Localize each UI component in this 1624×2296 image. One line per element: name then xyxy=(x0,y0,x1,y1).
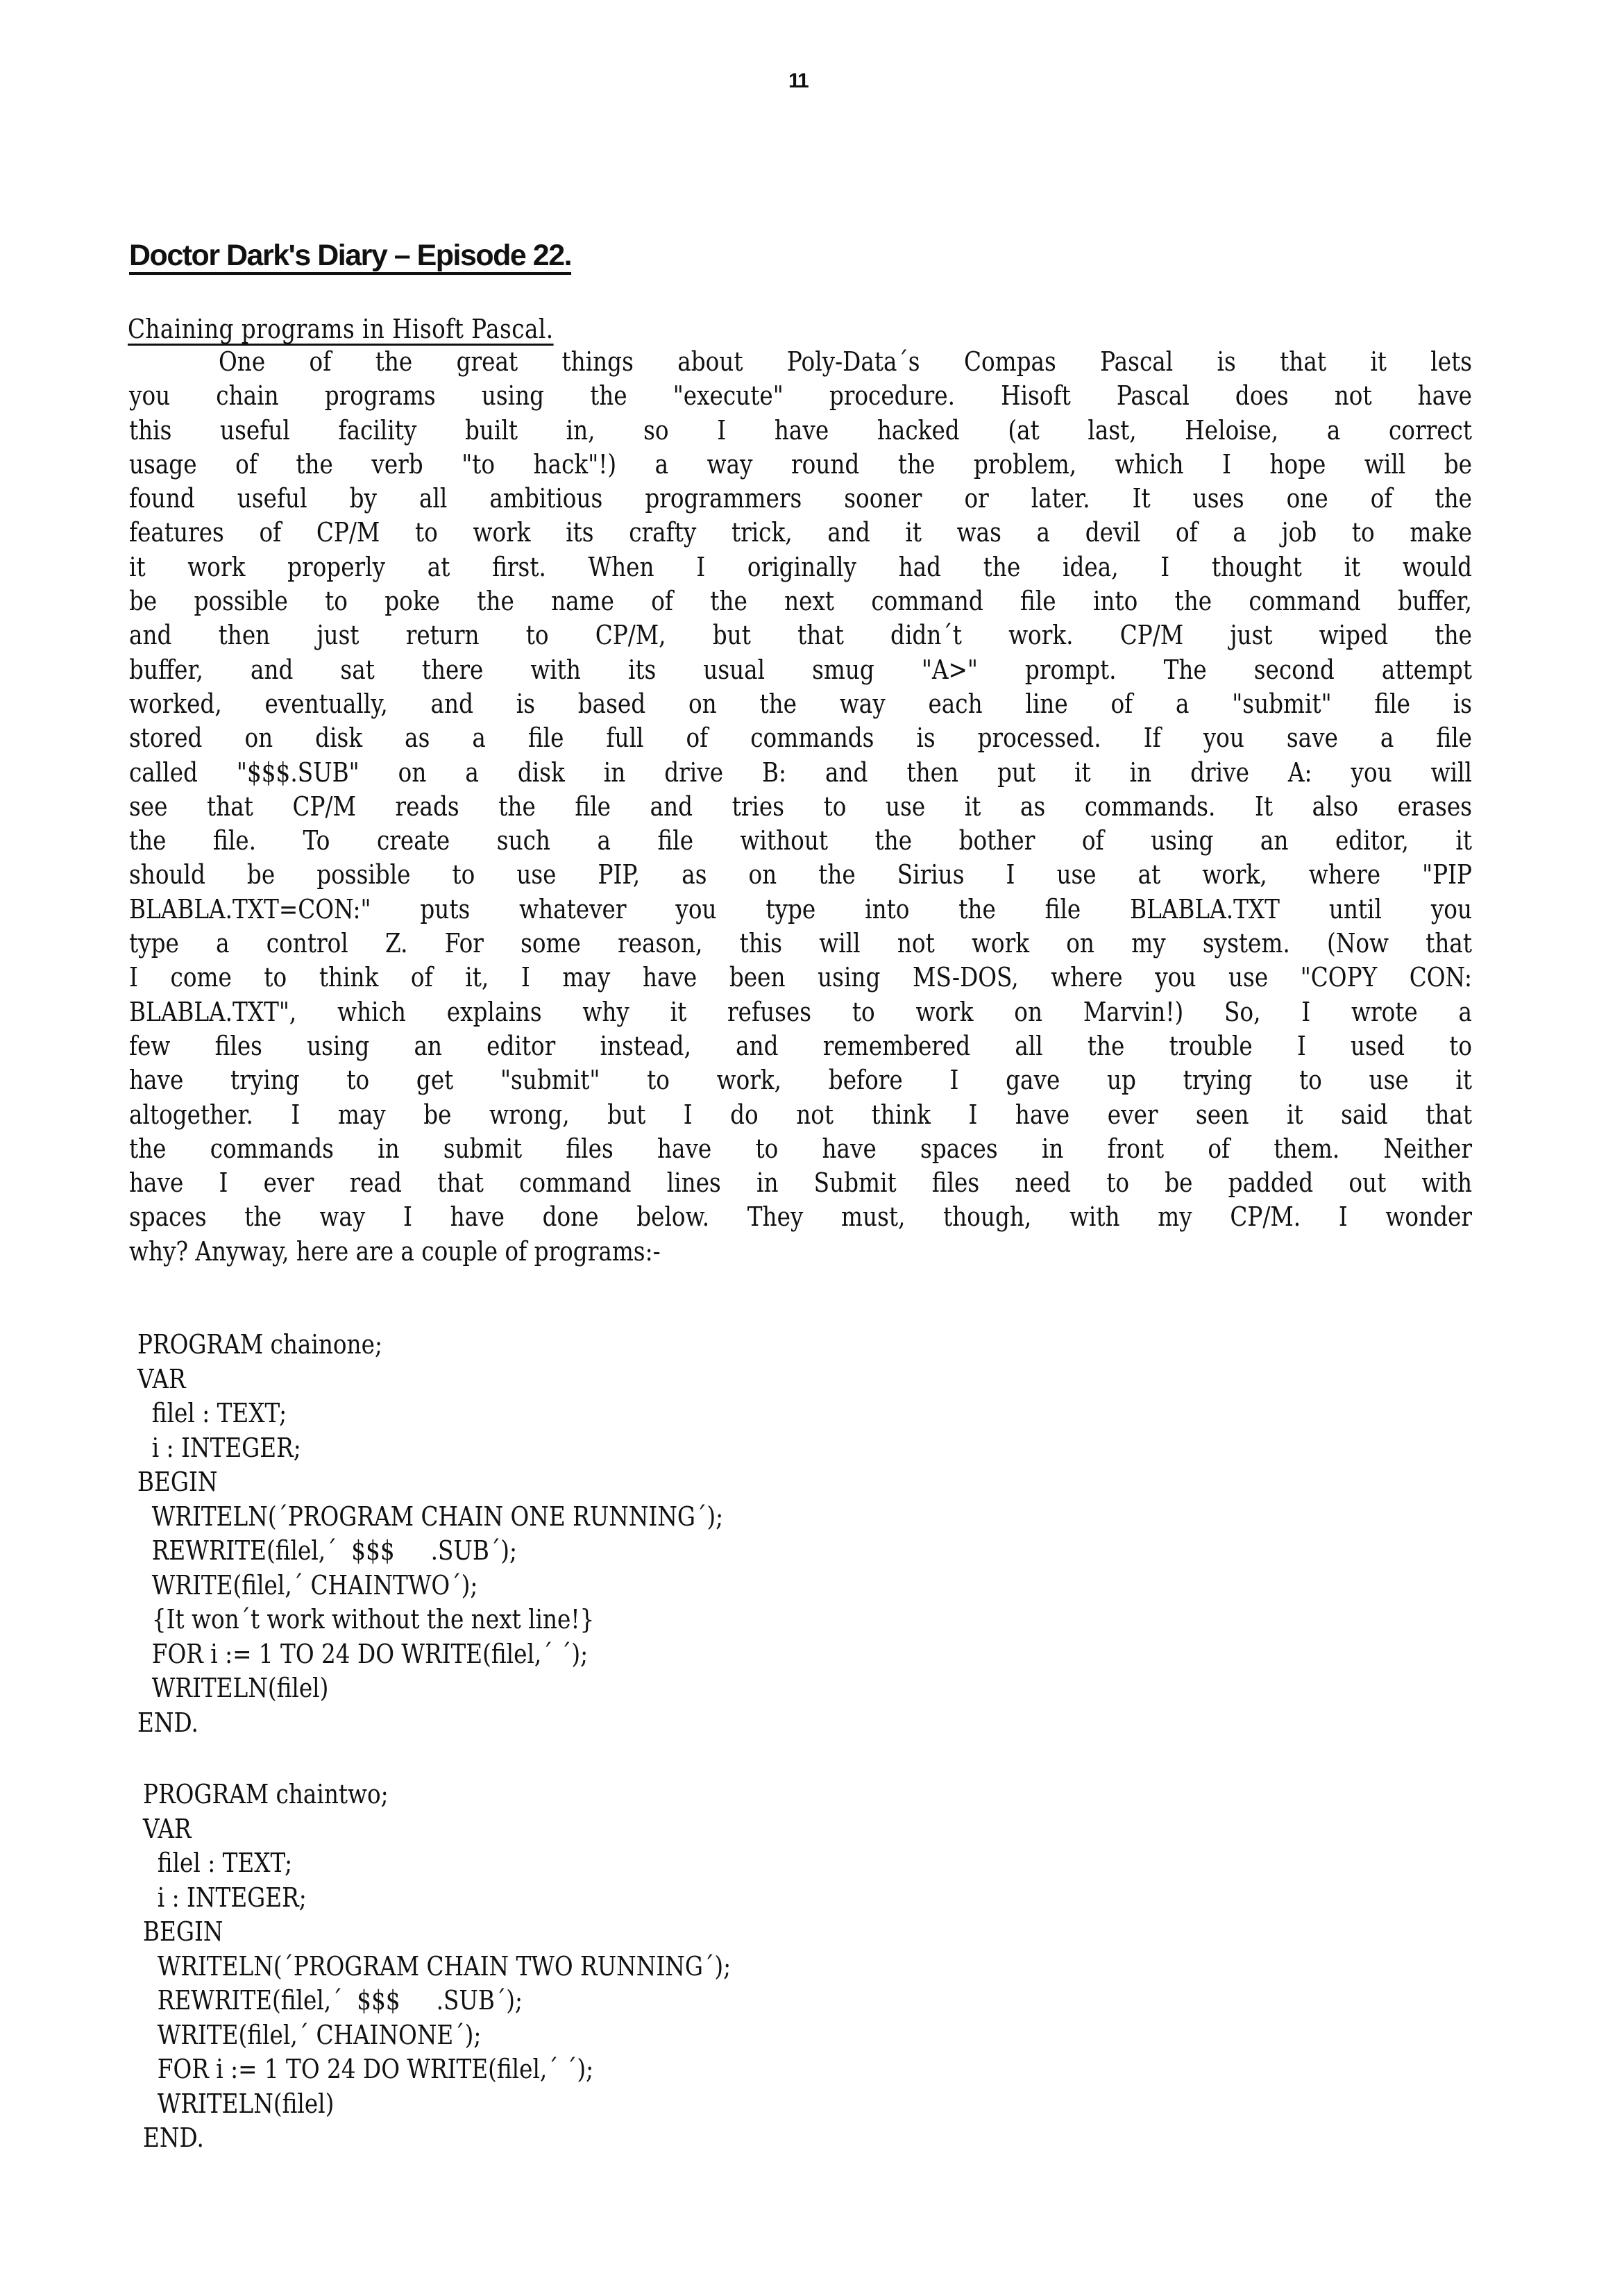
body-line: it work properly at first. When I originally had the idea, I thought it would xyxy=(129,551,1472,582)
body-line: few files using an editor instead, and remembered all the trouble I used to xyxy=(129,1030,1472,1061)
code-line: i : INTEGER; xyxy=(143,1882,307,1913)
page-number: 11 xyxy=(788,69,808,92)
article-title: Doctor Dark's Diary – Episode 22. xyxy=(129,239,572,272)
body-line: and then just return to CP/M, but that didn´t work. CP/M just wiped the xyxy=(129,620,1472,651)
body-line: BLABLA.TXT", which explains why it refuses to work on Marvin!) So, I wrote a xyxy=(129,996,1472,1027)
body-line: usage of the verb "to hack"!) a way round the problem, which I hope will be xyxy=(129,448,1472,480)
code-line: END. xyxy=(137,1707,198,1738)
body-line: the file. To create such a file without the bother of using an editor, it xyxy=(129,825,1472,856)
code-line: PROGRAM chaintwo; xyxy=(143,1779,389,1809)
body-line: why? Anyway, here are a couple of programs:- xyxy=(129,1235,661,1267)
body-line: you chain programs using the "execute" procedure. Hisoft Pascal does not have xyxy=(129,380,1472,412)
code-line: WRITE(filel,´ CHAINONE´); xyxy=(143,2019,482,2050)
body-line: have trying to get "submit" to work, before I gave up trying to use it xyxy=(129,1065,1472,1096)
code-line: FOR i := 1 TO 24 DO WRITE(filel,´ ´); xyxy=(137,1638,589,1669)
body-line: found useful by all ambitious programmers sooner or later. It uses one of the xyxy=(129,483,1472,514)
code-line: REWRITE(filel,´ $$$ .SUB´); xyxy=(143,1985,523,2016)
code-line: filel : TEXT; xyxy=(137,1398,287,1428)
code-line: END. xyxy=(143,2122,204,2153)
code-line: FOR i := 1 TO 24 DO WRITE(filel,´ ´); xyxy=(143,2054,594,2084)
code-line: i : INTEGER; xyxy=(137,1432,301,1463)
code-line: WRITE(filel,´ CHAINTWO´); xyxy=(137,1569,478,1601)
code-line: {It won´t work without the next line!} xyxy=(137,1604,595,1635)
code-line: WRITELN(´PROGRAM CHAIN TWO RUNNING´); xyxy=(143,1950,731,1982)
body-line: type a control Z. For some reason, this will not work on my system. (Now that xyxy=(129,928,1472,959)
body-line: should be possible to use PIP, as on the Sirius I use at work, where "PIP xyxy=(129,859,1472,890)
body-line: be possible to poke the name of the next command file into the command buffer, xyxy=(129,586,1472,617)
code-line: WRITELN(filel) xyxy=(143,2088,335,2119)
body-line: worked, eventually, and is based on the way each line of a "submit" file is xyxy=(129,688,1472,719)
code-listing-chainone xyxy=(137,1328,819,1740)
code-line: VAR xyxy=(137,1363,186,1394)
code-listing-chaintwo xyxy=(143,1778,827,2156)
code-line: BEGIN xyxy=(143,1916,223,1947)
body-line: spaces the way I have done below. They must, though, with my CP/M. I wonder xyxy=(129,1201,1472,1233)
body-line: have I ever read that command lines in Submit files need to be padded out with xyxy=(129,1167,1472,1199)
body-line: I come to think of it, I may have been using MS-DOS, where you use "COPY CON: xyxy=(129,962,1472,993)
body-line: called "$$$.SUB" on a disk in drive B: and then put it in drive A: you will xyxy=(129,757,1472,788)
body-line: features of CP/M to work its crafty trick, and it was a devil of a job to make xyxy=(129,517,1472,548)
code-line: filel : TEXT; xyxy=(143,1848,293,1878)
body-line: altogether. I may be wrong, but I do not think I have ever seen it said that xyxy=(129,1099,1472,1130)
code-line: BEGIN xyxy=(137,1467,218,1497)
code-line: WRITELN(filel) xyxy=(137,1673,329,1703)
body-line: buffer, and sat there with its usual smug "A>" prompt. The second attempt xyxy=(129,654,1472,685)
code-line: WRITELN(´PROGRAM CHAIN ONE RUNNING´); xyxy=(137,1501,724,1532)
body-paragraph xyxy=(129,345,1472,1269)
body-line: see that CP/M reads the file and tries to use it as commands. It also erases xyxy=(129,791,1472,822)
code-line: REWRITE(filel,´ $$$ .SUB´); xyxy=(137,1535,518,1566)
body-line: One of the great things about Poly-Data´s Compas Pascal is that it lets xyxy=(219,346,1472,377)
body-line: the commands in submit files have to have spaces in front of them. Neither xyxy=(129,1133,1472,1164)
body-line: BLABLA.TXT=CON:" puts whatever you type into the file BLABLA.TXT until you xyxy=(129,893,1472,925)
section-heading: Chaining programs in Hisoft Pascal. xyxy=(128,314,554,344)
body-line: stored on disk as a file full of commands is processed. If you save a file xyxy=(129,723,1472,754)
code-line: VAR xyxy=(143,1813,192,1844)
code-line: PROGRAM chainone; xyxy=(137,1329,382,1360)
body-line: this useful facility built in, so I have hacked (at last, Heloise, a correct xyxy=(129,414,1472,446)
